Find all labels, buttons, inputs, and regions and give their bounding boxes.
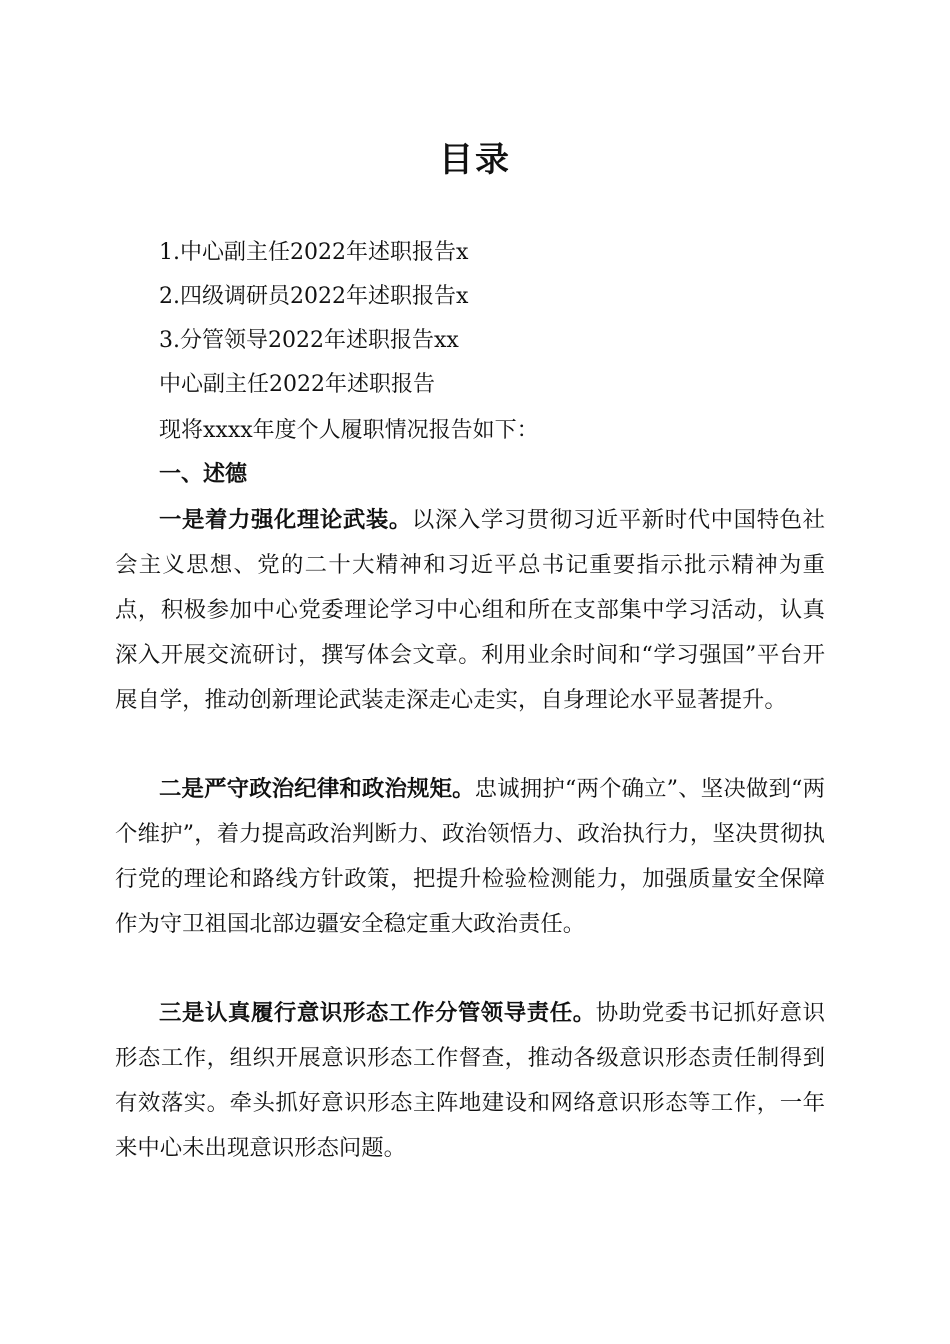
paragraph-2-body: 忠诚拥护“两个确立”、坚决做到“两个维护”，着力提高政治判断力、政治领悟力、政治执行力，坚决贯彻执行党的理论和路线方针政策，把提升检验检测能力，加强质量安全保障作为守卫祖国北部边疆安全稳定重大政治责任。 — [115, 776, 825, 937]
paragraph-3-body: 协助党委书记抓好意识形态工作，组织开展意识形态工作督查，推动各级意识形态责任制得到有效落实。牵头抓好意识形态主阵地建设和网络意识形态等工作，一年来中心未出现意识形态问题。 — [115, 1000, 826, 1161]
paragraph-3 — [115, 991, 825, 1171]
toc-item-3[interactable]: 3.分管领导2022年述职报告xx — [159, 328, 459, 353]
report-title: 中心副主任2022年述职报告 — [159, 372, 435, 397]
section-heading-1: 一、述德 — [159, 462, 248, 487]
paragraph-3-lead: 三是认真履行意识形态工作分管领导责任。 — [159, 1000, 596, 1026]
paragraph-2 — [115, 767, 825, 947]
paragraph-2-lead: 二是严守政治纪律和政治规矩。 — [159, 776, 475, 802]
intro-line: 现将xxxx年度个人履职情况报告如下： — [159, 418, 539, 443]
paragraph-1-lead: 一是着力强化理论武装。 — [159, 507, 412, 533]
paragraph-1 — [115, 498, 825, 723]
toc-item-2[interactable]: 2.四级调研员2022年述职报告x — [159, 284, 469, 309]
page-title: 目录 — [439, 140, 511, 180]
paragraph-1-body: 以深入学习贯彻习近平新时代中国特色社会主义思想、党的二十大精神和习近平总书记重要指示批示精神为重点，积极参加中心党委理论学习中心组和所在支部集中学习活动，认真深入开展交流研讨，撰写体会文章。利用业余时间和“学习强国”平台开展自学，推动创新理论武装走深走心走实，自身理论水平显著提升。 — [115, 507, 826, 713]
toc-item-1[interactable]: 1.中心副主任2022年述职报告x — [159, 240, 469, 265]
